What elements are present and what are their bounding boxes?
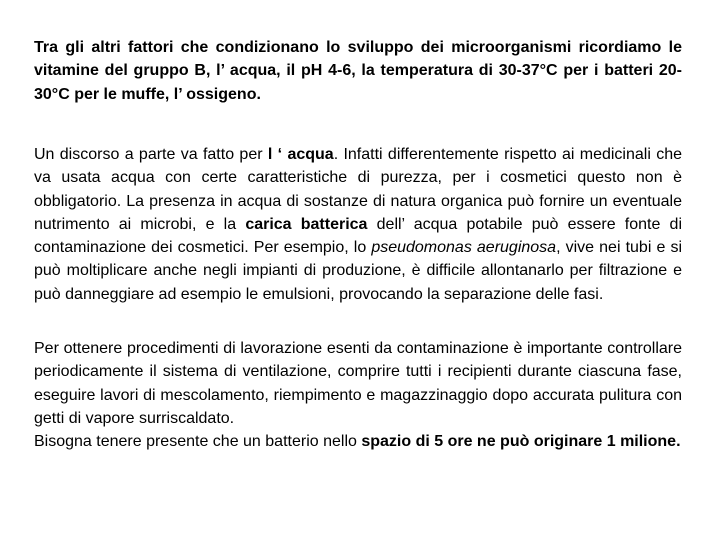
water-term: l ‘ acqua — [267, 146, 334, 163]
factors-text: Tra gli altri fattori che condizionano lo sviluppo dei microorganismi ricordiamo le vitamine del gruppo B, l’ acqua, il pH 4-6, la temperatura di 30-37°C per i batteri 20-30°C per le muffe, l’ ossigeno. — [34, 39, 682, 103]
bacterial-load-term: carica batterica — [245, 215, 368, 233]
water-text-1: Un discorso a parte va fatto per — [34, 146, 268, 163]
water-text-4: , vive nei tubi e si può moltiplicare anche negli impianti di produzione, è difficile allontanarlo per filtrazione e può danneggiare ad esempio le emulsioni, provocando la separazione delle fasi. — [34, 239, 682, 303]
water-text-3: dell’ acqua potabile può essere fonte di contaminazione dei cosmetici. Per esempio, lo — [34, 215, 683, 257]
paragraph-factors — [34, 36, 682, 106]
contamination-text: Per ottenere procedimenti di lavorazione esenti da contaminazione è importante controllare periodicamente il sistema di ventilazione, comprire tutti i recipienti durante ciascuna fase, eseguire lavori di mescolamento, riempimento e magazzinaggio dopo accurata pulitura con getti di vapore surriscaldato. — [34, 340, 682, 427]
paragraph-water — [34, 143, 682, 306]
paragraph-contamination — [34, 337, 682, 453]
pseudomonas-term: pseudomonas aeruginosa — [371, 239, 557, 257]
water-text-2: . Infatti differentemente rispetto ai medicinali che va usata acqua con certe caratteristiche di purezza, per i cosmetici questo non è obbligatorio. La presenza in acqua di sostanze di natura organica può fornire un eventuale nutrimento ai microbi, e la — [34, 146, 683, 233]
bacteria-growth-term: spazio di 5 ore ne può originare 1 milione. — [361, 433, 681, 451]
bacteria-text: Bisogna tenere presente che un batterio nello — [34, 433, 362, 451]
